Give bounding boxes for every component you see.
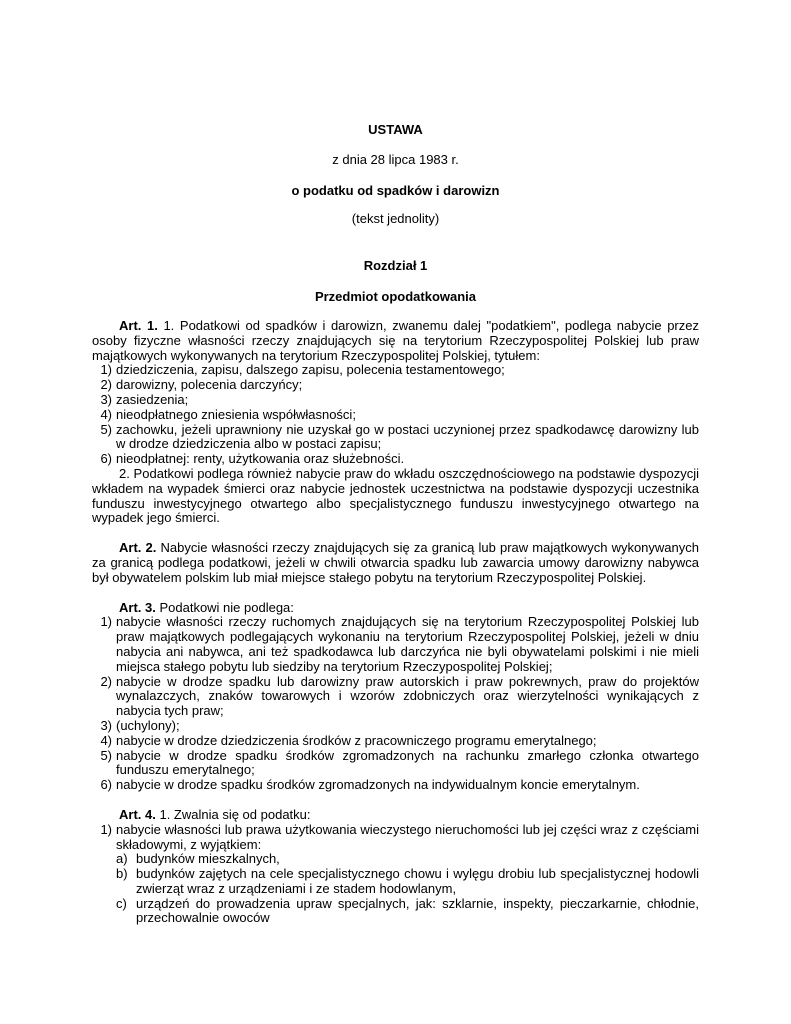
art1-paragraph-2: 2. Podatkowi podlega również nabycie praw do wkładu oszczędnościowego na podstawie dyspozycji wkładem na wypadek śmierci oraz nabycie jednostek uczestnictwa na podstawie dyspozycji uczestnika funduszu inwestycyjnego otwartego albo specjalistycznego funduszu inwestycyjnego otwartego na wypadek jego śmierci. [92,465,699,526]
act-date: z dnia 28 lipca 1983 r. [332,152,459,167]
art1-item: 4) nieodpłatnego zniesienia współwłasności; [100,406,356,422]
art3-item: 5) nabycie w drodze spadku środków zgromadzonych na rachunku zmarłego członka otwartego funduszu emerytalnego; [100,747,699,778]
art4-item: 1) nabycie własności lub prawa użytkowania wieczystego nieruchomości lub jej części wraz z częściami składowymi, z wyjątkiem: [100,821,699,852]
chapter-label: Rozdział 1 [363,258,428,273]
act-note: (tekst jednolity) [351,211,440,226]
act-title: USTAWA [368,122,423,137]
art2-label: Art. 2. [119,540,157,556]
art3-item: 4) nabycie w drodze dziedziczenia środków z pracowniczego programu emerytalnego; [100,732,597,748]
art1-item: 5) zachowku, jeżeli uprawniony nie uzyskał go w postaci uczynionej przez spadkodawcę darowizny lub w drodze dziedziczenia albo w postaci zapisu; [100,421,699,452]
act-subject: o podatku od spadków i darowizn [291,183,500,198]
art4-subitem: b) budynków zajętych na cele specjalistycznego chowu i wylęgu drobiu lub specjalistycznej hodowli zwierząt wraz z urządzeniami i ze stadem hodowlanym, [116,866,699,896]
art1-item: 6) nieodpłatnej: renty, użytkowania oraz służebności. [100,451,405,467]
art4-intro: Art. 4. 1. Zwalnia się od podatku: [119,806,311,822]
art4-subitem: c) urządzeń do prowadzenia upraw specjalnych, jak: szklarnie, inspekty, pieczarkarnie, chłodnie, przechowalnie owoców [116,895,699,926]
art1-item: 1) dziedziczenia, zapisu, dalszego zapisu, polecenia testamentowego; [100,362,505,378]
art4-subitem: a) budynków mieszkalnych, [116,851,280,867]
art3-intro: Art. 3. Podatkowi nie podlega: [119,599,294,615]
art3-item: 2) nabycie w drodze spadku lub darowizny praw autorskich i praw pokrewnych, praw do projektów wynalazczych, znaków towarowych i wzorów zdobniczych oraz wierzytelności wynikających z nabycia tych praw; [100,673,699,719]
art1-paragraph-1: Art. 1. 1. Podatkowi od spadków i darowizn, zwanemu dalej "podatkiem", podlega nabycie przez osoby fizyczne własności rzeczy znajdujących się na terytorium Rzeczypospolitej Polskiej lub praw majątkowych wykonywanych na terytorium Rzeczypospolitej Polskiej, tytułem: [92,318,699,363]
art4-label: Art. 4. [119,806,156,822]
art1-item: 2) darowizny, polecenia darczyńcy; [100,377,303,393]
art1-label: Art. 1. [119,318,158,333]
art2-paragraph: Art. 2. Nabycie własności rzeczy znajdujących się za granicą lub praw majątkowych wykonywanych za granicą podlega podatkowi, jeżeli w chwili otwarcia spadku lub zawarcia umowy darowizny nabywca był obywatelem polskim lub miał miejsce stałego pobytu na terytorium Rzeczypospolitej Polskiej. [92,540,699,585]
art3-item: 6) nabycie w drodze spadku środków zgromadzonych na indywidualnym koncie emerytalnym. [100,777,640,793]
art3-item: 3) (uchylony); [100,717,180,733]
document-body [92,319,699,926]
chapter-title: Przedmiot opodatkowania [314,289,477,304]
art3-label: Art. 3. [119,599,156,615]
art3-item: 1) nabycie własności rzeczy ruchomych znajdujących się na terytorium Rzeczypospolitej Polskiej lub praw majątkowych podlegających wykonaniu na terytorium Rzeczypospolitej Polskiej, jeżeli w dniu nabycia ani nabywca, ani też spadkodawca lub darczyńca nie byli obywatelami polskimi i nie mieli miejsca stałego pobytu lub siedziby na terytorium Rzeczypospolitej Polskiej; [100,614,699,674]
art1-item: 3) zasiedzenia; [100,391,189,407]
